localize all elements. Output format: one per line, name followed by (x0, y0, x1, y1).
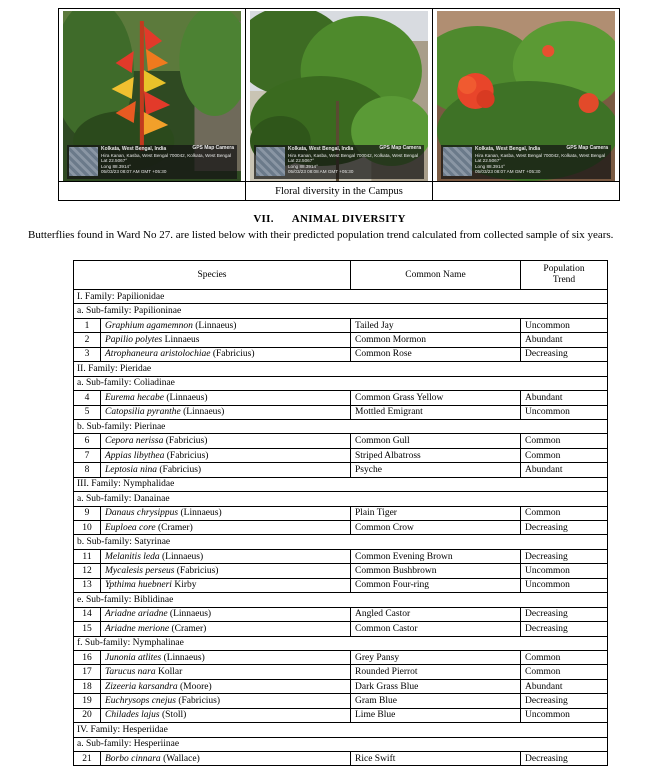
intro-paragraph: Butterflies found in Ward No 27. are listed below with their predicted population trend calculated from collected sample of six years. (28, 229, 614, 241)
species-name (101, 318, 351, 332)
population-trend: Abundant (521, 463, 608, 477)
authority: (Cramer) (155, 522, 193, 533)
authority: (Cramer) (169, 623, 207, 634)
section-heading (0, 213, 659, 225)
subfamily-label: b. Sub-family: Pierinae (74, 419, 608, 433)
species-name (101, 405, 351, 419)
species-row (74, 694, 608, 708)
scientific-name: Borbo cinnara (105, 753, 161, 764)
header-population-trend (521, 261, 608, 290)
population-trend: Abundant (521, 679, 608, 693)
scientific-name: Melanitis leda (105, 551, 160, 562)
species-name (101, 564, 351, 578)
common-name: Striped Albatross (351, 448, 521, 462)
species-row (74, 708, 608, 722)
population-trend: Uncommon (521, 578, 608, 592)
common-name: Common Four-ring (351, 578, 521, 592)
subfamily-label: e. Sub-family: Biblidinae (74, 593, 608, 607)
common-name: Psyche (351, 463, 521, 477)
scientific-name: Leptosia nina (105, 464, 157, 475)
gps-address: Hira Kanan, Kasba, West Bengal 700042, Kolkata, West Bengal (288, 152, 419, 158)
species-name (101, 622, 351, 636)
population-trend: Decreasing (521, 347, 608, 361)
family-row (74, 477, 608, 491)
gps-location: Kolkata, West Bengal, India (101, 146, 167, 152)
subfamily-label: a. Sub-family: Danainae (74, 492, 608, 506)
gps-datetime: 05/03/23 08:08 AM GMT +05:30 (288, 169, 354, 175)
caption-empty-left (59, 182, 246, 201)
section-number: VII. (253, 213, 274, 225)
authority: (Fabricius) (175, 695, 221, 706)
authority: (Fabricius) (164, 450, 209, 461)
population-trend: Uncommon (521, 318, 608, 332)
species-row (74, 333, 608, 347)
gps-lat: Lat 22.5067° (288, 158, 315, 164)
species-name (101, 708, 351, 722)
scientific-name: Ariadne ariadne (105, 609, 168, 620)
species-number: 13 (74, 578, 101, 592)
photo-cell-2 (246, 9, 433, 182)
population-trend: Abundant (521, 333, 608, 347)
subfamily-row (74, 376, 608, 390)
scientific-name: Ypthima huebneri (105, 580, 172, 591)
table-header-row (74, 261, 608, 290)
family-label: I. Family: Papilionidae (74, 290, 608, 304)
population-trend: Abundant (521, 391, 608, 405)
table-body (74, 290, 608, 766)
subfamily-row (74, 593, 608, 607)
species-name (101, 607, 351, 621)
common-name: Common Grass Yellow (351, 391, 521, 405)
species-number: 12 (74, 564, 101, 578)
gps-location: Kolkata, West Bengal, India (288, 146, 354, 152)
species-row (74, 347, 608, 361)
photo-shrub (250, 11, 428, 181)
map-thumbnail (443, 147, 472, 176)
species-number: 10 (74, 521, 101, 535)
subfamily-label: f. Sub-family: Nymphalinae (74, 636, 608, 650)
species-number: 6 (74, 434, 101, 448)
authority: (Linnaeus) (161, 652, 205, 663)
species-row (74, 405, 608, 419)
species-name (101, 752, 351, 766)
species-name (101, 347, 351, 361)
species-number: 4 (74, 391, 101, 405)
gps-overlay-2 (254, 145, 424, 179)
species-name (101, 679, 351, 693)
species-name (101, 448, 351, 462)
subfamily-row (74, 535, 608, 549)
family-row (74, 290, 608, 304)
photo-caption: Floral diversity in the Campus (246, 182, 433, 201)
species-row (74, 463, 608, 477)
species-number: 3 (74, 347, 101, 361)
common-name: Rice Swift (351, 752, 521, 766)
species-name (101, 391, 351, 405)
gps-address: Hira Kanan, Kasba, West Bengal 700042, Kolkata, West Bengal (101, 152, 232, 158)
species-row (74, 448, 608, 462)
authority: (Linnaeus) (178, 508, 222, 519)
species-number: 17 (74, 665, 101, 679)
authority: Kollar (155, 667, 183, 678)
species-row (74, 622, 608, 636)
species-number: 11 (74, 549, 101, 563)
species-number: 5 (74, 405, 101, 419)
species-row (74, 506, 608, 520)
authority: (Fabricius) (174, 566, 219, 577)
common-name: Mottled Emigrant (351, 405, 521, 419)
population-trend: Uncommon (521, 564, 608, 578)
scientific-name: Danaus chrysippus (105, 508, 179, 519)
authority: (Fabricius) (210, 349, 255, 360)
gps-lat: Lat 22.5067° (101, 158, 128, 164)
population-trend: Uncommon (521, 405, 608, 419)
species-name (101, 521, 351, 535)
species-number: 14 (74, 607, 101, 621)
species-name (101, 333, 351, 347)
common-name: Dark Grass Blue (351, 679, 521, 693)
species-name (101, 694, 351, 708)
common-name: Grey Pansy (351, 650, 521, 664)
photo-ixora (437, 11, 615, 181)
gps-location: Kolkata, West Bengal, India (475, 146, 541, 152)
scientific-name: Catopsilia pyranthe (105, 407, 181, 418)
species-number: 21 (74, 752, 101, 766)
caption-empty-right (433, 182, 620, 201)
scientific-name: Graphium agamemnon (105, 320, 193, 331)
subfamily-label: a. Sub-family: Hesperiinae (74, 737, 608, 751)
population-trend: Decreasing (521, 752, 608, 766)
family-row (74, 362, 608, 376)
common-name: Common Rose (351, 347, 521, 361)
common-name: Plain Tiger (351, 506, 521, 520)
subfamily-label: a. Sub-family: Coliadinae (74, 376, 608, 390)
authority: Linnaeus (162, 335, 200, 346)
family-label: III. Family: Nymphalidae (74, 477, 608, 491)
species-row (74, 318, 608, 332)
species-number: 8 (74, 463, 101, 477)
photo-heliconia (63, 11, 241, 181)
common-name: Rounded Pierrot (351, 665, 521, 679)
species-number: 19 (74, 694, 101, 708)
authority: (Fabricius) (163, 436, 208, 447)
authority: Kirby (171, 580, 197, 591)
photo-cell-1 (59, 9, 246, 182)
header-species: Species (74, 261, 351, 290)
species-number: 7 (74, 448, 101, 462)
authority: (Moore) (177, 681, 212, 692)
scientific-name: Euploea core (105, 522, 156, 533)
subfamily-row (74, 492, 608, 506)
species-name (101, 434, 351, 448)
gps-long: Long 88.3914° (288, 163, 318, 169)
photo-table (58, 8, 620, 201)
photo-cell-3 (433, 9, 620, 182)
species-row (74, 434, 608, 448)
species-name (101, 578, 351, 592)
scientific-name: Zizeeria karsandra (105, 681, 178, 692)
scientific-name: Junonia atlites (105, 652, 162, 663)
gps-address: Hira Kanan, Kasba, West Bengal 700042, Kolkata, West Bengal (475, 152, 606, 158)
species-row (74, 607, 608, 621)
gps-overlay-3 (441, 145, 611, 179)
gps-datetime: 05/03/23 08:07 AM GMT +05:30 (475, 169, 541, 175)
gps-brand: GPS Map Camera (192, 145, 234, 151)
species-row (74, 650, 608, 664)
species-number: 1 (74, 318, 101, 332)
species-name (101, 463, 351, 477)
gps-brand: GPS Map Camera (566, 145, 608, 151)
species-row (74, 391, 608, 405)
scientific-name: Ariadne merione (105, 623, 170, 634)
common-name: Tailed Jay (351, 318, 521, 332)
species-number: 9 (74, 506, 101, 520)
species-number: 2 (74, 333, 101, 347)
species-row (74, 578, 608, 592)
species-name (101, 506, 351, 520)
population-trend: Decreasing (521, 521, 608, 535)
subfamily-label: b. Sub-family: Satyrinae (74, 535, 608, 549)
gps-long: Long 88.3914° (475, 163, 505, 169)
species-row (74, 752, 608, 766)
family-row (74, 723, 608, 737)
authority: (Stoll) (159, 710, 187, 721)
map-thumbnail (256, 147, 285, 176)
family-label: IV. Family: Hesperiidae (74, 723, 608, 737)
section-title: ANIMAL DIVERSITY (291, 213, 406, 225)
population-trend: Decreasing (521, 622, 608, 636)
species-number: 18 (74, 679, 101, 693)
gps-lat: Lat 22.5067° (475, 158, 502, 164)
species-number: 15 (74, 622, 101, 636)
scientific-name: Mycalesis perseus (105, 566, 175, 577)
population-trend: Common (521, 448, 608, 462)
species-name (101, 650, 351, 664)
authority: (Linnaeus) (164, 392, 208, 403)
header-common-name: Common Name (351, 261, 521, 290)
subfamily-row (74, 419, 608, 433)
scientific-name: Euchrysops cnejus (105, 695, 176, 706)
subfamily-row (74, 636, 608, 650)
authority: (Linnaeus) (167, 609, 212, 620)
species-row (74, 679, 608, 693)
authority: (Linnaeus) (192, 320, 237, 331)
common-name: Lime Blue (351, 708, 521, 722)
species-name (101, 549, 351, 563)
gps-datetime: 05/03/23 08:07 AM GMT +05:30 (101, 169, 167, 175)
population-trend: Common (521, 434, 608, 448)
authority: (Linnaeus) (180, 407, 225, 418)
common-name: Common Gull (351, 434, 521, 448)
species-name (101, 665, 351, 679)
scientific-name: Eurema hecabe (105, 392, 164, 403)
authority: (Wallace) (160, 753, 200, 764)
common-name: Common Mormon (351, 333, 521, 347)
population-trend: Common (521, 650, 608, 664)
species-row (74, 564, 608, 578)
scientific-name: Chilades lajus (105, 710, 160, 721)
population-trend: Common (521, 506, 608, 520)
common-name: Common Evening Brown (351, 549, 521, 563)
common-name: Common Crow (351, 521, 521, 535)
species-number: 16 (74, 650, 101, 664)
common-name: Common Bushbrown (351, 564, 521, 578)
common-name: Angled Castor (351, 607, 521, 621)
subfamily-label: a. Sub-family: Papilioninae (74, 304, 608, 318)
population-trend: Decreasing (521, 694, 608, 708)
scientific-name: Appias libythea (105, 450, 165, 461)
gps-brand: GPS Map Camera (379, 145, 421, 151)
authority: (Fabricius) (157, 464, 202, 475)
scientific-name: Cepora nerissa (105, 436, 164, 447)
scientific-name: Tarucus nara (105, 667, 156, 678)
common-name: Gram Blue (351, 694, 521, 708)
authority: (Linnaeus) (159, 551, 204, 562)
population-trend: Decreasing (521, 607, 608, 621)
population-trend: Uncommon (521, 708, 608, 722)
population-trend: Common (521, 665, 608, 679)
butterfly-table (73, 260, 608, 766)
gps-overlay-1 (67, 145, 237, 179)
species-row (74, 549, 608, 563)
species-number: 20 (74, 708, 101, 722)
family-label: II. Family: Pieridae (74, 362, 608, 376)
header-trend-line1: Population (543, 264, 585, 274)
subfamily-row (74, 737, 608, 751)
gps-long: Long 88.3914° (101, 163, 131, 169)
scientific-name: Papilio polytes (105, 335, 163, 346)
species-row (74, 521, 608, 535)
subfamily-row (74, 304, 608, 318)
common-name: Common Castor (351, 622, 521, 636)
species-row (74, 665, 608, 679)
map-thumbnail (69, 147, 98, 176)
population-trend: Decreasing (521, 549, 608, 563)
scientific-name: Atrophaneura aristolochiae (105, 349, 211, 360)
header-trend-line2: Trend (552, 275, 576, 285)
